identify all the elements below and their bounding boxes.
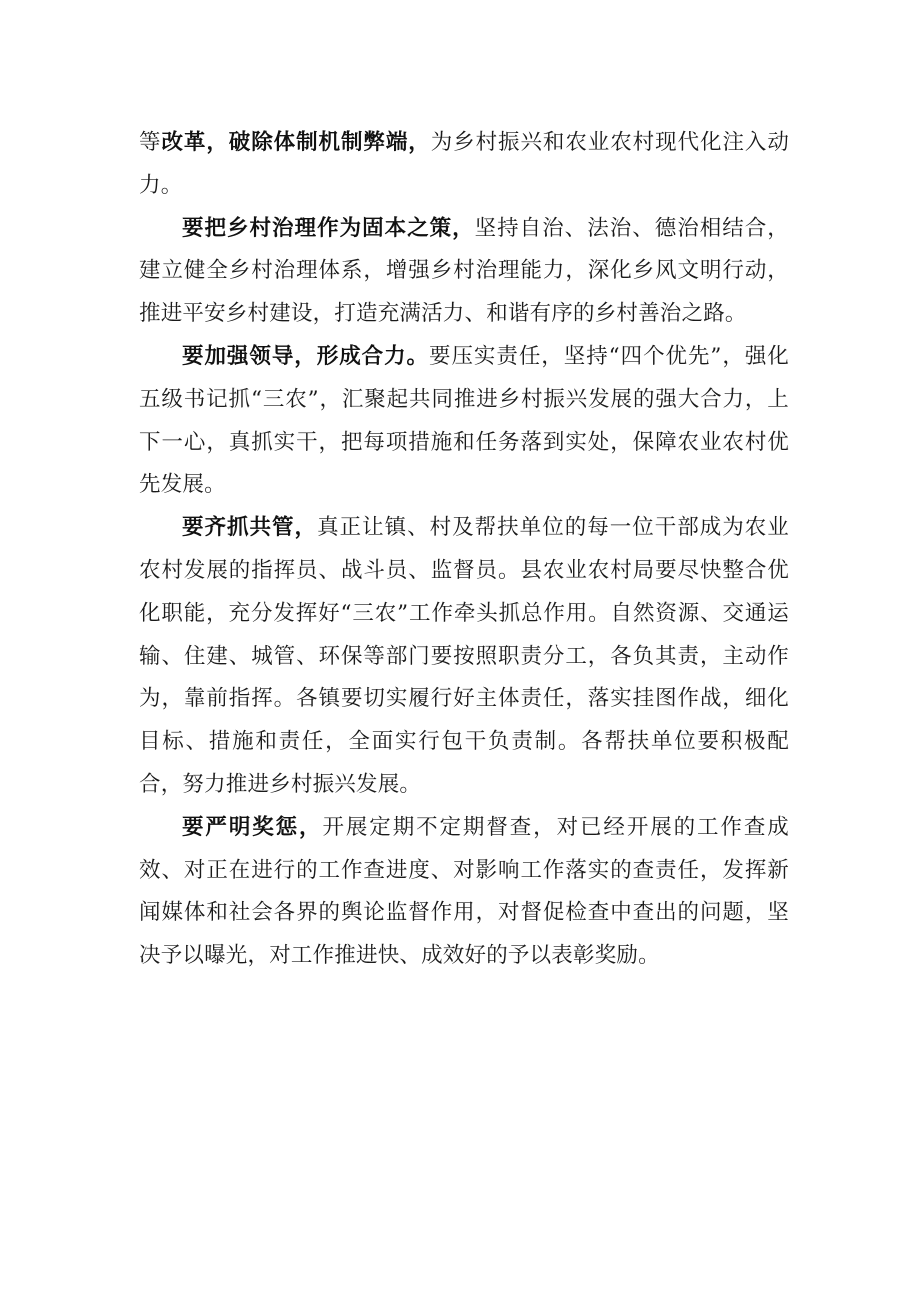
paragraph-body: 真正让镇、村及帮扶单位的每一位干部成为农业农村发展的指挥员、战斗员、监督员。县农业农村局要尽快整合优化职能，充分发挥好“三农”工作牵头抓总作用。自然资源、交通运输、住建、城管、环保等部门要按照职责分工，各负其责，主动作为，靠前指挥。各镇要切实履行好主体责任，落实挂图作战，细化目标、措施和责任，全面实行包干负责制。各帮扶单位要积极配合，努力推进乡村振兴发展。 [139, 515, 790, 797]
paragraph-rewards-penalties [139, 807, 789, 978]
paragraph-lead: 要把乡村治理作为固本之策， [182, 215, 475, 241]
paragraph-body: 坚持自治、法治、德治相结合，建立健全乡村治理体系，增强乡村治理能力，深化乡风文明行动，推进平安乡村建设，打造充满活力、和谐有序的乡村善治之路。 [139, 215, 789, 327]
paragraph-lead: 改革，破除体制机制弊端， [161, 130, 431, 155]
paragraph-lead: 要加强领导，形成合力。 [182, 343, 430, 369]
paragraph-joint-management [139, 507, 789, 807]
paragraph-body: 开展定期不定期督查，对已经开展的工作查成效、对正在进行的工作查进度、对影响工作落实的查责任，发挥新闻媒体和社会各界的舆论监督作用，对督促检查中查出的问题，坚决予以曝光，对工作推进快、成效好的予以表彰奖励。 [139, 814, 789, 969]
paragraph-prefix: 等 [139, 130, 162, 155]
paragraph-rural-governance [139, 208, 789, 336]
paragraph-body: 为乡村振兴和农业农村现代化注入动力。 [139, 130, 790, 198]
document-page [139, 122, 789, 978]
paragraph-leadership [139, 336, 789, 507]
paragraph-reform [139, 122, 789, 208]
paragraph-lead: 要齐抓共管， [182, 515, 318, 541]
paragraph-body: 要压实责任，坚持“四个优先”，强化五级书记抓“三农”，汇聚起共同推进乡村振兴发展的强大合力，上下一心，真抓实干，把每项措施和任务落到实处，保障农业农村优先发展。 [139, 343, 789, 498]
paragraph-lead: 要严明奖惩， [182, 814, 323, 840]
